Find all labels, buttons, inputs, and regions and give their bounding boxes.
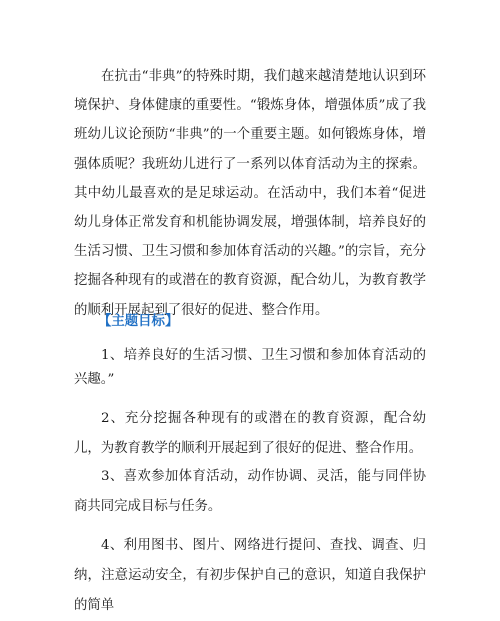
goal-item-4: 4、利用图书、图片、网络进行提问、查找、调查、归纳，注意运动安全，有初步保护自己的意识，知道自我保护的简单 <box>74 538 426 613</box>
goal-item-2: 2、充分挖掘各种现有的或潜在的教育资源，配合幼儿，为教育教学的顺利开展起到了很好的促进、整合作用。 <box>74 411 426 456</box>
goal-item-3: 3、喜欢参加体育活动，动作协调、灵活，能与同伴协商共同完成目标与任务。 <box>74 469 426 514</box>
section-heading: 【主题目标】 <box>98 313 179 329</box>
intro-paragraph: 在抗击“非典”的特殊时期，我们越来越清楚地认识到环境保护、身体健康的重要性。“锻炼身体，增强体质”成了我班幼儿议论预防“非典”的一个重要主题。如何锻炼身体，增强体质呢？我班幼儿进行了一系列以体育活动为主的探索。其中幼儿最喜欢的是足球运动。在活动中，我们本着“促进幼儿身体正常发育和机能协调发展，增强体制，培养良好的生活习惯、卫生习惯和参加体育活动的兴趣。”的宗旨，充分挖掘各种现有的或潜在的教育资源，配合幼儿，为教育教学的顺利开展起到了很好的促进、整合作用。 <box>74 69 426 318</box>
goal-item-1: 1、培养良好的生活习惯、卫生习惯和参加体育活动的兴趣。” <box>74 348 426 387</box>
